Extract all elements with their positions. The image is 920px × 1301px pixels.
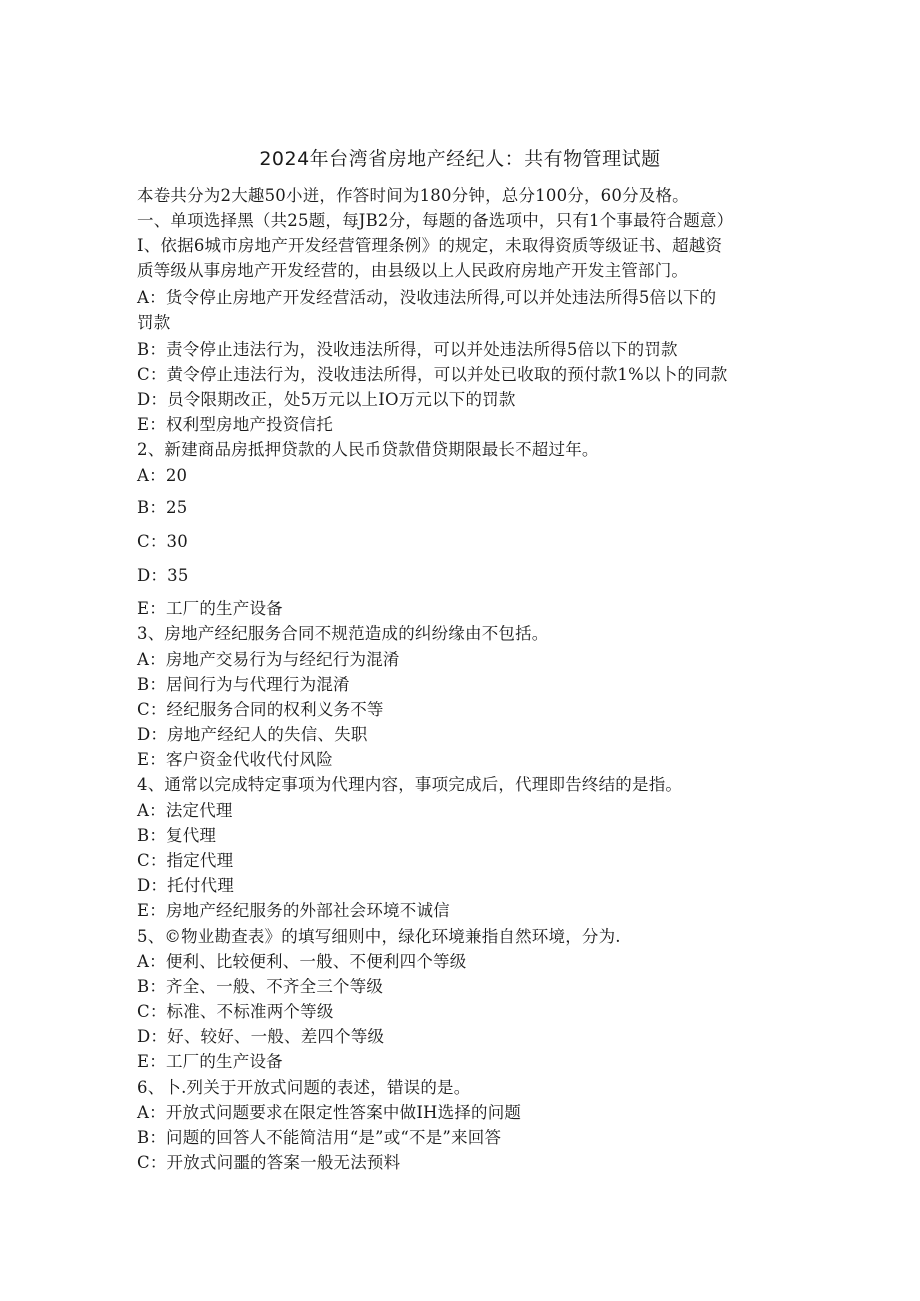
question-5-option-d: D：好、较好、一般、差四个等级 <box>137 1027 385 1046</box>
question-6-option-b: B：问题的回答人不能简洁用“是”或“不是”来回答 <box>137 1128 502 1147</box>
question-1-option-d: D：员令限期改正，处5万元以上IO万元以下的罚款 <box>137 390 516 409</box>
question-5-option-a: A：便利、比较便利、一般、不便利四个等级 <box>137 952 467 971</box>
exam-instructions: 本卷共分为2大趣50小迸，作答时间为180分钟，总分100分，60分及格。 <box>137 186 689 205</box>
question-4-option-c: C：指定代理 <box>137 851 234 870</box>
question-3-text: 3、房地产经纪服务合同不规范造成的纠纷缘由不包括。 <box>137 624 549 643</box>
question-3-option-a: A：房地产交易行为与经纪行为混淆 <box>137 650 400 669</box>
question-1-option-b: B：责令停止违法行为，没收违法所得，可以并处违法所得5倍以下的罚款 <box>137 340 678 359</box>
question-6-text: 6、卜.列关于开放式问题的表述，错误的是。 <box>137 1078 471 1097</box>
question-3-option-b: B：居间行为与代理行为混淆 <box>137 675 350 694</box>
question-1-option-a: A：货令停止房地产开发经营活动，没收违法所得,可以并处违法所得5倍以下的 <box>137 288 717 307</box>
question-2-option-d: D：35 <box>137 566 189 585</box>
question-1-text: I、依据6城市房地产开发经营管理条例》的规定，未取得资质等级证书、超越资 <box>137 236 723 255</box>
document-title: 2024年台湾省房地产经纪人：共有物管理试题 <box>259 148 661 170</box>
question-4-option-e: E：房地产经纪服务的外部社会环境不诚信 <box>137 901 450 920</box>
question-3-option-d: D：房地产经纪人的失信、失职 <box>137 725 368 744</box>
question-6-option-a: A：开放式问题要求在限定性答案中做IH选择的问题 <box>137 1103 522 1122</box>
question-5-option-c: C：标准、不标准两个等级 <box>137 1002 334 1021</box>
question-4-option-d: D：托付代理 <box>137 876 234 895</box>
question-2-option-b: B：25 <box>137 498 188 517</box>
question-2-option-a: A：20 <box>137 466 188 485</box>
question-5-option-b: B：齐全、一般、不齐全三个等级 <box>137 977 384 996</box>
question-1-option-c: C：黄令停止违法行为，没收违法所得，可以并处已收取的预付款1%以卜的同款 <box>137 365 728 384</box>
question-1-text-cont: 质等级从事房地产开发经营的，由县级以上人民政府房地产开发主管部门。 <box>137 261 689 280</box>
question-2-text: 2、新建商品房抵押贷款的人民币贷款借贷期限最长不超过年。 <box>137 440 599 459</box>
question-4-option-b: B：复代理 <box>137 826 217 845</box>
question-6-option-c: C：开放式问噩的答案一般无法预料 <box>137 1153 401 1172</box>
question-3-option-e: E：客户资金代收代付风险 <box>137 750 333 769</box>
question-1-option-e: E：权利型房地产投资信托 <box>137 415 333 434</box>
question-2-option-c: C：30 <box>137 532 188 551</box>
question-3-option-c: C：经纪服务合同的权利义务不等 <box>137 700 384 719</box>
question-5-text: 5、©物业勘查表》的填写细则中，绿化环境兼指自然环境，分为. <box>137 927 621 946</box>
question-4-option-a: A：法定代理 <box>137 801 233 820</box>
section-heading: 一、单项选择黑（共25题，每JB2分，每题的备选项中，只有1个事最符合题意） <box>137 211 734 230</box>
question-1-option-a-cont: 罚款 <box>137 313 171 332</box>
question-5-option-e: E：工厂的生产设备 <box>137 1052 283 1071</box>
question-2-option-e: E：工厂的生产设备 <box>137 599 283 618</box>
question-4-text: 4、通常以完成特定事项为代理内容，事项完成后，代理即告终结的是指。 <box>137 775 683 794</box>
